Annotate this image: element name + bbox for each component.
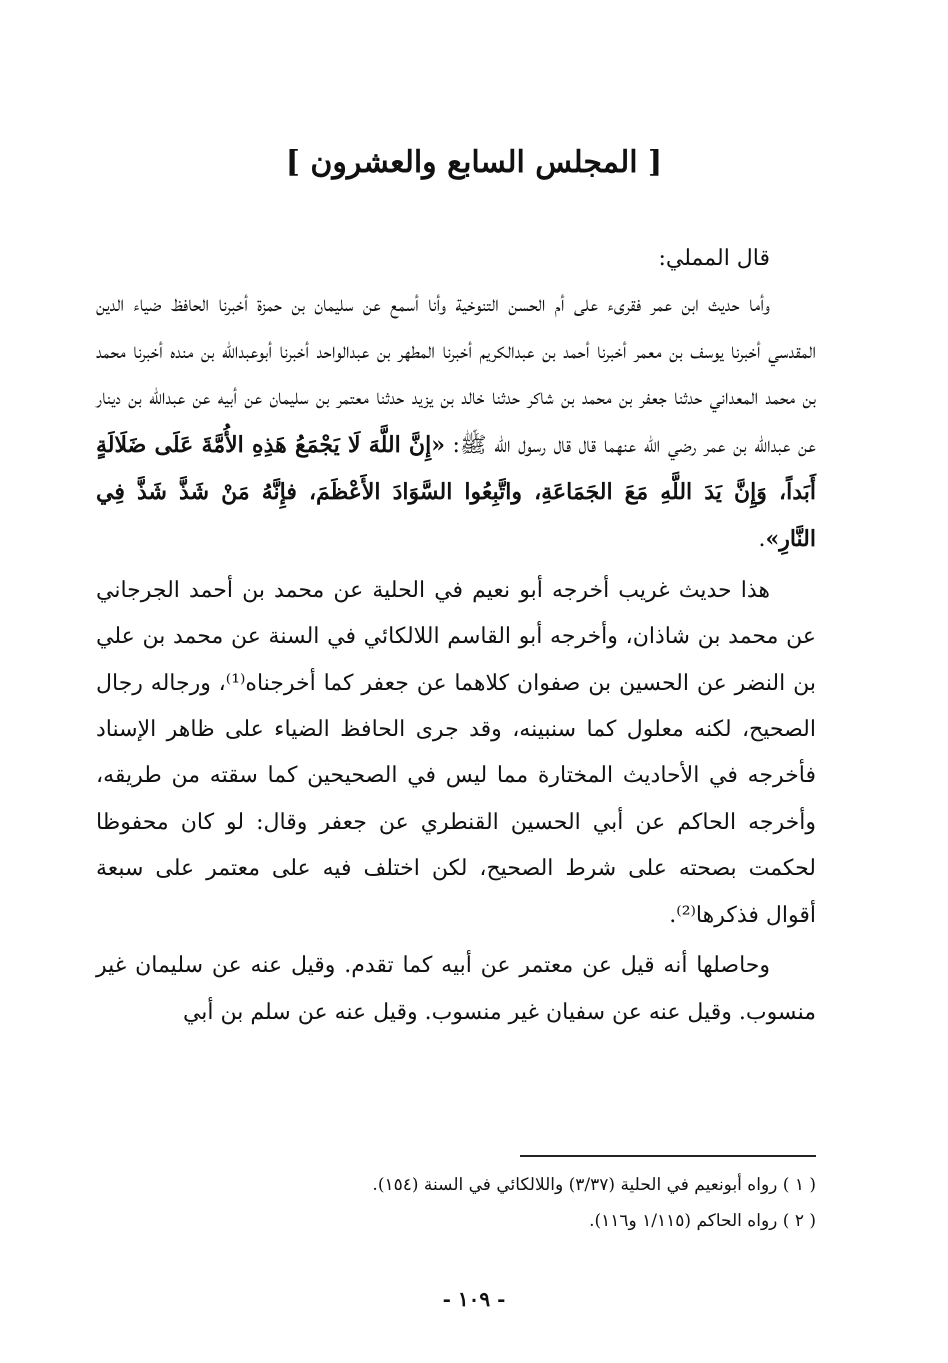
footnote-1: ( ١ ) رواه أبونعيم في الحلية (٣/٣٧) واللالكائي في السنة (١٥٤).: [372, 1175, 816, 1195]
paragraph-isnad: [96, 282, 816, 563]
intro-line: قال المملي:: [658, 246, 770, 271]
paragraph-summary: وحاصلها أنه قيل عن معتمر عن أبيه كما تقدم. وقيل عنه عن سليمان غير منسوب. وقيل عنه عن سفيان غير منسوب. وقيل عنه عن سلم بن أبي: [96, 953, 816, 1025]
chapter-title: [ المجلس السابع والعشرون ]: [285, 145, 663, 180]
footnote-separator: [520, 1155, 816, 1157]
footnote-2: ( ٢ ) رواه الحاكم (١/١١٥ و١١٦).: [589, 1211, 816, 1231]
hadith-text: «إِنَّ اللَّهَ لَا يَجْمَعُ هَذِهِ الأُمَّةَ عَلَى ضَلَالَةٍ أَبَداً، وَإِنَّ يَدَ اللَّهِ مَعَ الجَمَاعَةِ، واتَّبِعُوا السَّوَادَ الأَعْظَمَ، فإِنَّهُ مَنْ شَذَّ شَذَّ فِي النَّارِ»: [96, 431, 816, 553]
main-text: [96, 236, 816, 1036]
page-number: - ١٠٩ -: [442, 1287, 506, 1311]
isnad-end: .: [758, 527, 766, 553]
isnad-text: وأما حديث ابن عمر فقرىء على أم الحسن التنوخية وأنا أسمع عن سليمان بن حمزة أخبرنا الحافظ ضياء الدين المقدسي أخبرنا يوسف بن معمر أخبرنا أحمد بن عبدالكريم أخبرنا المطهر بن عبدالواحد أخبرنا أبوعبدالله بن منده أخبرنا محمد بن محمد المعداني حدثنا جعفر بن محمد بن شاكر حدثنا خالد بن يزيد حدثنا معتمر بن سليمان عن أبيه عن عبدالله بن دينار عن عبدالله بن عمر رضي الله عنهما قال قال رسول الله ﷺ:: [96, 292, 816, 458]
paragraph-takhrij: هذا حديث غريب أخرجه أبو نعيم في الحلية عن محمد بن أحمد الجرجاني عن محمد بن شاذان، وأخرجه أبو القاسم اللالكائي في السنة عن محمد بن علي بن النضر عن الحسين بن صفوان كلاهما عن جعفر كما أخرجناه⁽¹⁾، ورجاله رجال الصحيح، لكنه معلول كما سنبينه، وقد جرى الحافظ الضياء على ظاهر الإسناد فأخرجه في الأحاديث المختارة مما ليس في الصحيحين كما سقته من طريقه، وأخرجه الحاكم عن أبي الحسين القنطري عن جعفر وقال: لو كان محفوظا لحكمت بصحته على شرط الصحيح، لكن اختلف فيه على معتمر على سبعة أقوال فذكرها⁽²⁾.: [96, 577, 816, 928]
footnotes: [96, 1167, 816, 1239]
